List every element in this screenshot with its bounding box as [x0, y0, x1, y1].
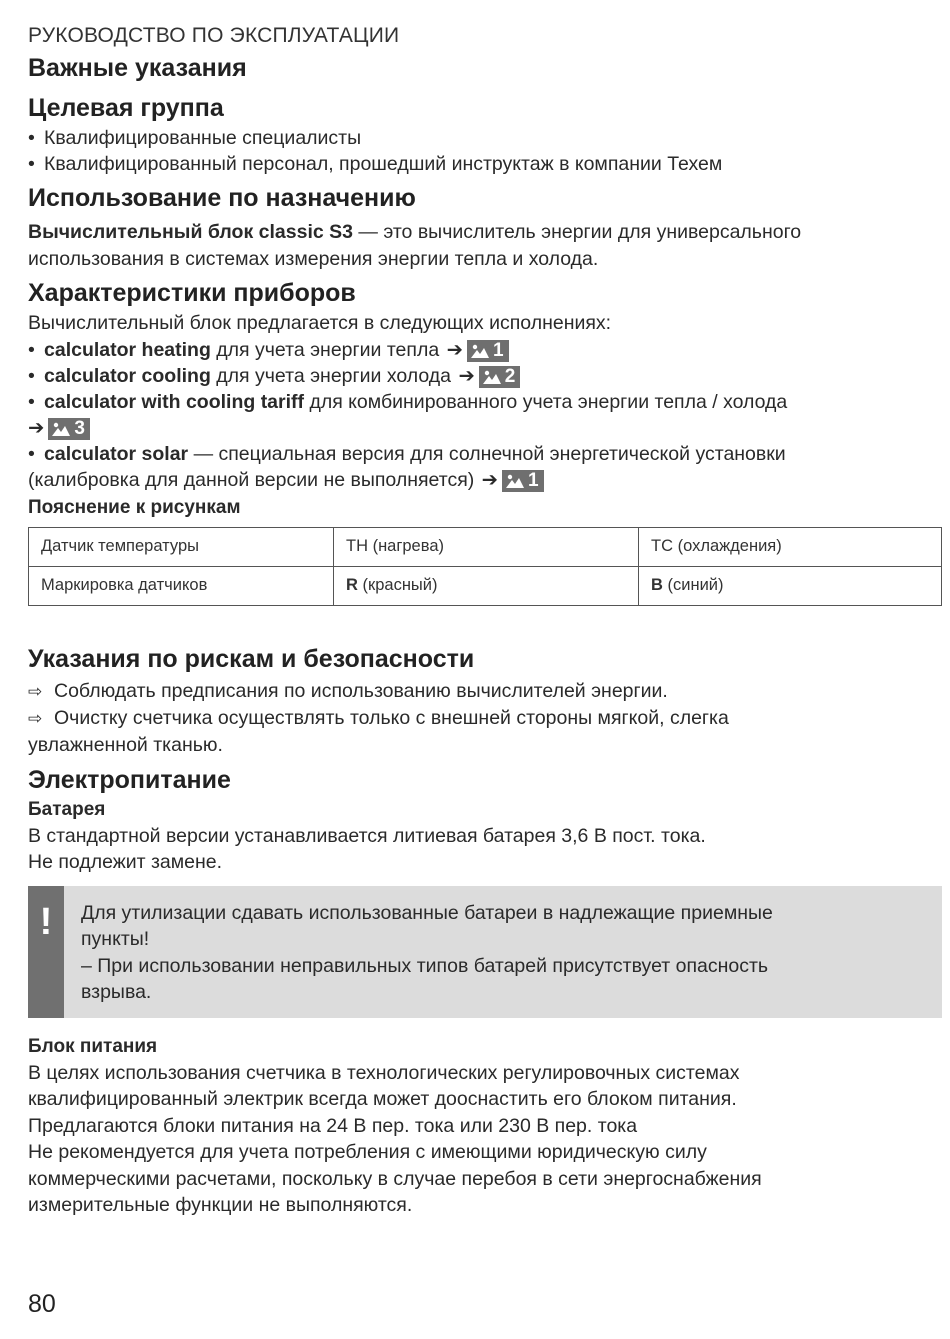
bullet-icon: •	[28, 364, 35, 387]
list-item: • calculator cooling для учета энергии холода ➔ 2	[28, 363, 942, 389]
target-group-heading: Целевая группа	[28, 94, 224, 122]
figure-reference[interactable]: 1	[502, 470, 544, 492]
battery-heading: Батарея	[28, 798, 106, 820]
arrow-right-icon: ➔	[481, 468, 499, 491]
bullet-icon: •	[28, 442, 35, 465]
warning-note	[28, 886, 942, 1018]
arrow-right-icon: ➔	[458, 364, 475, 387]
manual-page: РУКОВОДСТВО ПО ЭКСПЛУАТАЦИИ Важные указания Целевая группа • Квалифицированные специалисты • Квалифицированный персонал, прошедший инструктаж в компании Техем Использование по назначению Вычислительный блок classic S3 — это вычислитель энергии для универсального использования в системах измерения энергии тепла и холода. Характеристики приборов Вычислительный блок предлагается в следующих исполнениях: • calculator heating для учета энергии тепла ➔ 1 • calculator cooling для учета энергии холода ➔ 2 • calculator with cooling tariff для комбинированного учета энергии тепла / холода ➔ 3 • calculator solar — специальная версия для солнечной энергетической установки (калибровка для данной версии не выполняется) ➔ 1 Пояснение к рисункам Датчик температуры TH (нагрева) TC (охлаждения) Маркировка датчиков R (красный) B (синий) Указания по рискам и безопасности ⇨ Соблюдать предписания по использованию вычислителей энергии. ⇨ Очистку счетчика осуществлять только с внешней стороны мягкой, слегка увлажненной тканью. Электропитание Батарея В стандартной версии устанавливается литиевая батарея 3,6 В пост. тока. Не подлежит замене. ! Для утилизации сдавать использованные батареи в надлежащие приемные пункты! – При использовании неправильных типов батарей присутствует опасность взрыва. Блок питания В целях использования счетчика в технологических регулировочных системах квалифицированный электрик всегда может дооснастить его блоком питания. Предлагаются блоки питания на 24 В пер. тока или 230 В пер. тока Не рекомендуется для учета потребления с имеющими юридическую силу коммерческими расчетами, поскольку в случае перебоя в сети энергоснабжения измерительные функции не выполняются.	[28, 22, 942, 1219]
list-item: ⇨ Очистку счетчика осуществлять только с внешней стороны мягкой, слегка	[28, 705, 942, 732]
table-cell: B (синий)	[639, 566, 942, 605]
image-icon	[506, 473, 524, 488]
figure-reference[interactable]: 3	[48, 418, 90, 440]
image-icon	[471, 343, 489, 358]
exclamation-icon: !	[28, 886, 64, 1018]
page-number: 80	[28, 1290, 56, 1318]
intended-use-text: Вычислительный блок classic S3 — это вычислитель энергии для универсального использования в системах измерения энергии тепла и холода.	[28, 221, 802, 270]
figure-legend-table	[28, 527, 942, 606]
device-features-heading: Характеристики приборов	[28, 279, 356, 307]
intended-use-heading: Использование по назначению	[28, 184, 416, 212]
table-cell: Маркировка датчиков	[29, 566, 334, 605]
figure-legend-heading: Пояснение к рисункам	[28, 496, 241, 518]
table-row	[29, 566, 942, 605]
table-cell: TH (нагрева)	[334, 527, 639, 566]
battery-text: В стандартной версии устанавливается литиевая батарея 3,6 В пост. тока.	[28, 824, 706, 847]
power-supply-text: В целях использования счетчика в технологических регулировочных системах квалифицированный электрик всегда может дооснастить его блоком питания. Предлагаются блоки питания на 24 В пер. тока или 230 В пер. тока Не рекомендуется для учета потребления с имеющими юридическую силу коммерческими расчетами, поскольку в случае перебоя в сети энергоснабжения измерительные функции не выполняются.	[28, 1061, 762, 1216]
table-row	[29, 527, 942, 566]
running-header: РУКОВОДСТВО ПО ЭКСПЛУАТАЦИИ	[28, 24, 400, 47]
figure-reference[interactable]: 2	[479, 366, 521, 388]
arrow-right-icon: ➔	[28, 416, 45, 439]
bullet-icon: •	[28, 338, 35, 361]
figure-reference[interactable]: 1	[467, 340, 509, 362]
bullet-icon: •	[28, 127, 35, 149]
list-item: • calculator heating для учета энергии тепла ➔ 1	[28, 337, 942, 363]
power-heading: Электропитание	[28, 765, 231, 794]
table-cell: TC (охлаждения)	[639, 527, 942, 566]
device-features-intro: Вычислительный блок предлагается в следующих исполнениях:	[28, 312, 612, 334]
list-item: • Квалифицированные специалисты	[28, 127, 362, 149]
battery-text: Не подлежит замене.	[28, 851, 223, 873]
image-icon	[52, 421, 70, 436]
main-heading: Важные указания	[28, 54, 247, 82]
list-item: ⇨ Соблюдать предписания по использованию вычислителей энергии.	[28, 678, 942, 705]
table-cell: R (красный)	[334, 566, 639, 605]
image-icon	[483, 369, 501, 384]
warning-text: Для утилизации сдавать использованные батареи в надлежащие приемные пункты! – При использовании неправильных типов батарей присутствует опасность взрыва.	[81, 901, 773, 1003]
safety-heading: Указания по рискам и безопасности	[28, 644, 475, 673]
bullet-icon: •	[28, 390, 35, 413]
table-cell: Датчик температуры	[29, 527, 334, 566]
list-item: • calculator with cooling tariff для комбинированного учета энергии тепла / холода	[28, 390, 788, 413]
arrow-right-icon: ➔	[446, 338, 463, 361]
list-item: • calculator solar — специальная версия для солнечной энергетической установки	[28, 442, 786, 465]
arrow-outline-icon: ⇨	[28, 681, 43, 701]
bullet-icon: •	[28, 153, 35, 175]
arrow-outline-icon: ⇨	[28, 708, 43, 728]
list-item: • Квалифицированный персонал, прошедший инструктаж в компании Техем	[28, 153, 723, 175]
power-supply-heading: Блок питания	[28, 1035, 158, 1057]
